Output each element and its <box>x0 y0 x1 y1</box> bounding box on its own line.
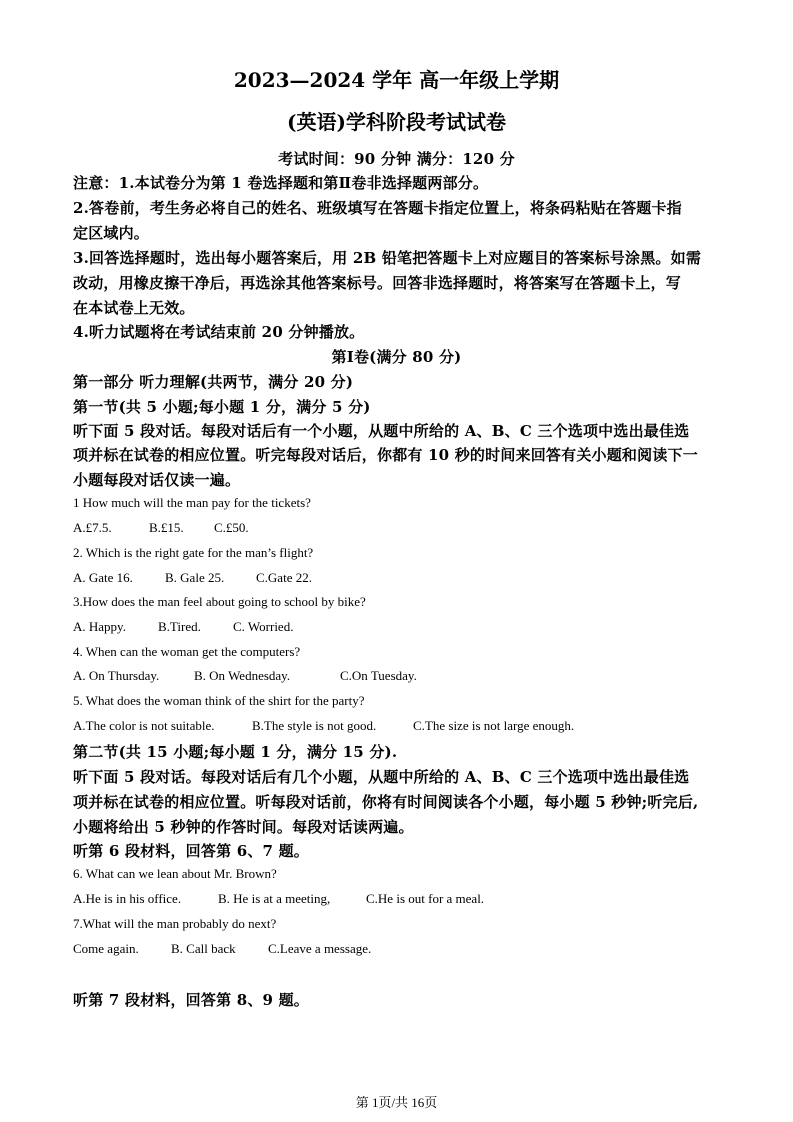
question-7: 7.What will the man probably do next? <box>73 916 277 931</box>
question-5-options <box>73 718 574 734</box>
note-line: 改动，用橡皮擦干净后，再选涂其他答案标号。回答非选择题时，将答案写在答题卡上，写 <box>73 274 682 292</box>
section1-instruction: 小题每段对话仅读一遍。 <box>73 471 241 489</box>
material-7-heading: 听第 7 段材料，回答第 8、9 题。 <box>73 991 310 1009</box>
option-b: B. He is at a meeting, <box>218 891 331 906</box>
option-a: A. Gate 16. <box>73 570 133 585</box>
section2-instruction: 项并标在试卷的相应位置。听每段对话前，你将有时间阅读各个小题，每小题 5 秒钟;听完后, <box>73 793 699 811</box>
option-b: B.Tired. <box>158 619 201 634</box>
part1-heading: 第一部分 听力理解(共两节，满分 20 分) <box>73 373 354 391</box>
option-c: C.Leave a message. <box>268 941 372 956</box>
question-7-options <box>73 941 371 957</box>
option-b: B.The style is not good. <box>252 718 377 733</box>
section2-heading: 第二节(共 15 小题;每小题 1 分，满分 15 分). <box>73 743 398 761</box>
option-a: A.The color is not suitable. <box>73 718 215 733</box>
option-a: A. On Thursday. <box>73 668 160 683</box>
exam-info: 考试时间：90 分钟 满分：120 分 <box>278 150 515 168</box>
question-5: 5. What does the woman think of the shirt for the party? <box>73 693 365 708</box>
question-1: 1 How much will the man pay for the tickets? <box>73 495 311 510</box>
option-a: A. Happy. <box>73 619 126 634</box>
volume-heading: 第Ⅰ卷(满分 80 分) <box>331 348 462 366</box>
question-3: 3.How does the man feel about going to school by bike? <box>73 594 366 609</box>
question-1-options <box>73 520 249 536</box>
exam-subtitle: (英语)学科阶段考试试卷 <box>287 110 506 134</box>
question-4: 4. When can the woman get the computers? <box>73 644 301 659</box>
section1-instruction: 听下面 5 段对话。每段对话后有一个小题，从题中所给的 A、B、C 三个选项中选出最佳选 <box>73 422 690 440</box>
section1-heading: 第一节(共 5 小题;每小题 1 分，满分 5 分) <box>73 398 371 416</box>
note-line: 4.听力试题将在考试结束前 20 分钟播放。 <box>73 323 365 341</box>
section2-instruction: 听下面 5 段对话。每段对话后有几个小题，从题中所给的 A、B、C 三个选项中选出最佳选 <box>73 768 690 786</box>
option-b: B. Gale 25. <box>165 570 225 585</box>
option-c: C.Gate 22. <box>256 570 312 585</box>
option-c: C. Worried. <box>233 619 294 634</box>
note-line: 在本试卷上无效。 <box>73 299 195 317</box>
option-c: C.£50. <box>214 520 249 535</box>
question-3-options <box>73 619 293 635</box>
question-6: 6. What can we lean about Mr. Brown? <box>73 866 277 881</box>
option-b: B. Call back <box>171 941 236 956</box>
note-line: 定区域内。 <box>73 224 150 242</box>
option-a: Come again. <box>73 941 139 956</box>
option-c: C.He is out for a meal. <box>366 891 485 906</box>
option-a: A.He is in his office. <box>73 891 182 906</box>
note-line: 注意：1.本试卷分为第 1 卷选择题和第Ⅱ卷非选择题两部分。 <box>73 174 489 192</box>
note-line: 2.答卷前，考生务必将自己的姓名、班级填写在答题卡指定位置上，将条码粘贴在答题卡指 <box>73 199 682 217</box>
question-4-options <box>73 668 417 684</box>
section1-instruction: 项并标在试卷的相应位置。听完每段对话后，你都有 10 秒的时间来回答有关小题和阅读下一 <box>73 446 698 464</box>
question-2: 2. Which is the right gate for the man’s flight? <box>73 545 314 560</box>
option-b: B.£15. <box>149 520 184 535</box>
option-a: A.£7.5. <box>73 520 112 535</box>
material-6-heading: 听第 6 段材料，回答第 6、7 题。 <box>73 842 310 860</box>
page-footer: 第 1页/共 16页 <box>355 1095 438 1110</box>
option-c: C.The size is not large enough. <box>413 718 575 733</box>
question-2-options <box>73 570 312 586</box>
section2-instruction: 小题将给出 5 秒钟的作答时间。每段对话读两遍。 <box>73 818 414 836</box>
option-b: B. On Wednesday. <box>194 668 291 683</box>
exam-title: 2023—2024 学年 高一年级上学期 <box>233 68 560 92</box>
note-line: 3.回答选择题时，选出每小题答案后，用 2B 铅笔把答题卡上对应题目的答案标号涂黑。如需 <box>73 249 702 267</box>
option-c: C.On Tuesday. <box>340 668 417 683</box>
question-6-options <box>73 891 484 907</box>
